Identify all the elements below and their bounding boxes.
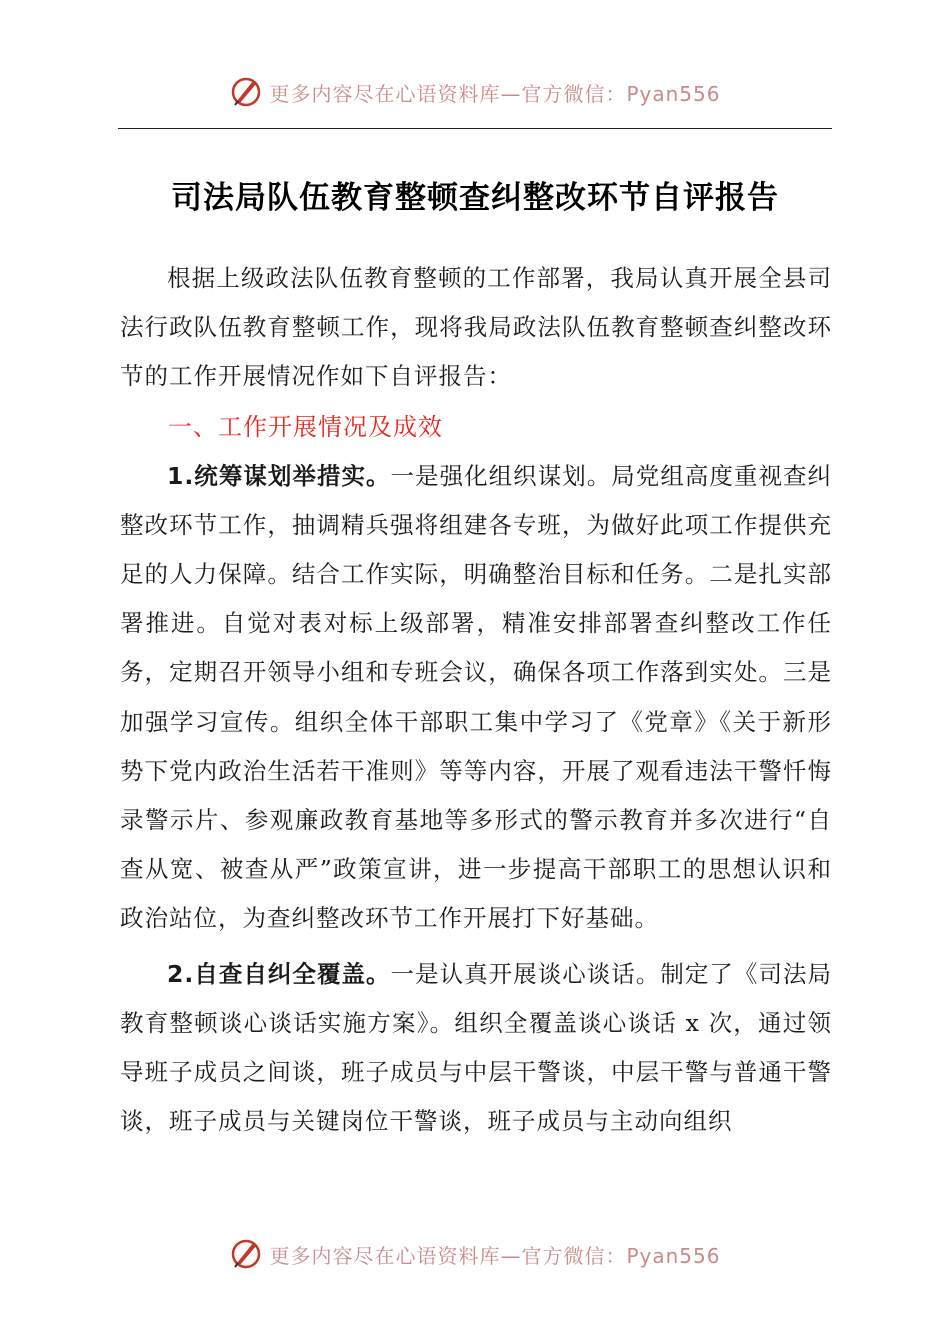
item-2-text: 一是认真开展谈心谈话。制定了《司法局教育整顿谈心谈话实施方案》。组织全覆盖谈心谈话 x 次，通过领导班子成员之间谈，班子成员与中层干警谈，中层干警与普通干警谈，班子成员与关键岗位干警谈，班子成员与主动向组织 xyxy=(120,959,833,1136)
document-body xyxy=(120,254,832,1146)
item-1-paragraph xyxy=(120,452,832,944)
document-title: 司法局队伍教育整顿查纠整改环节自评报告 xyxy=(171,180,779,216)
item-2-paragraph xyxy=(120,950,832,1147)
footer-banner xyxy=(0,1234,950,1274)
header-banner-text[interactable]: 更多内容尽在心语资料库—官方微信：Pyan556 xyxy=(269,81,721,106)
item-1-text: 一是强化组织谋划。局党组高度重视查纠整改环节工作，抽调精兵强将组建各专班，为做好此项工作提供充足的人力保障。结合工作实际，明确整治目标和任务。二是扎实部署推进。自觉对表对标上级部署，精准安排部署查纠整改工作任务，定期召开领导小组和专班会议，确保各项工作落到实处。三是加强学习宣传。组织全体干部职工集中学习了《党章》《关于新形势下党内政治生活若干准则》等等内容，开展了观看违法干警忏悔录警示片、参观廉政教育基地等多形式的警示教育并多次进行“自查从宽、被查从严”政策宣讲，进一步提高干部职工的思想认识和政治站位，为查纠整改环节工作开展打下好基础。 xyxy=(120,461,833,933)
footer-banner-text[interactable]: 更多内容尽在心语资料库—官方微信：Pyan556 xyxy=(269,1243,721,1268)
section-1-heading: 一、工作开展情况及成效 xyxy=(168,412,443,441)
pen-logo-icon xyxy=(229,1237,263,1271)
header-banner xyxy=(0,72,950,112)
pen-logo-icon xyxy=(229,75,263,109)
item-1-lead: 1.统筹谋划举措实。 xyxy=(167,461,391,490)
intro-paragraph: 根据上级政法队伍教育整顿的工作部署，我局认真开展全县司法行政队伍教育整顿工作，现将我局政法队伍教育整顿查纠整改环节的工作开展情况作如下自评报告： xyxy=(120,264,832,391)
header-divider xyxy=(118,128,832,129)
item-2-lead: 2.自查自纠全覆盖。 xyxy=(167,959,391,988)
